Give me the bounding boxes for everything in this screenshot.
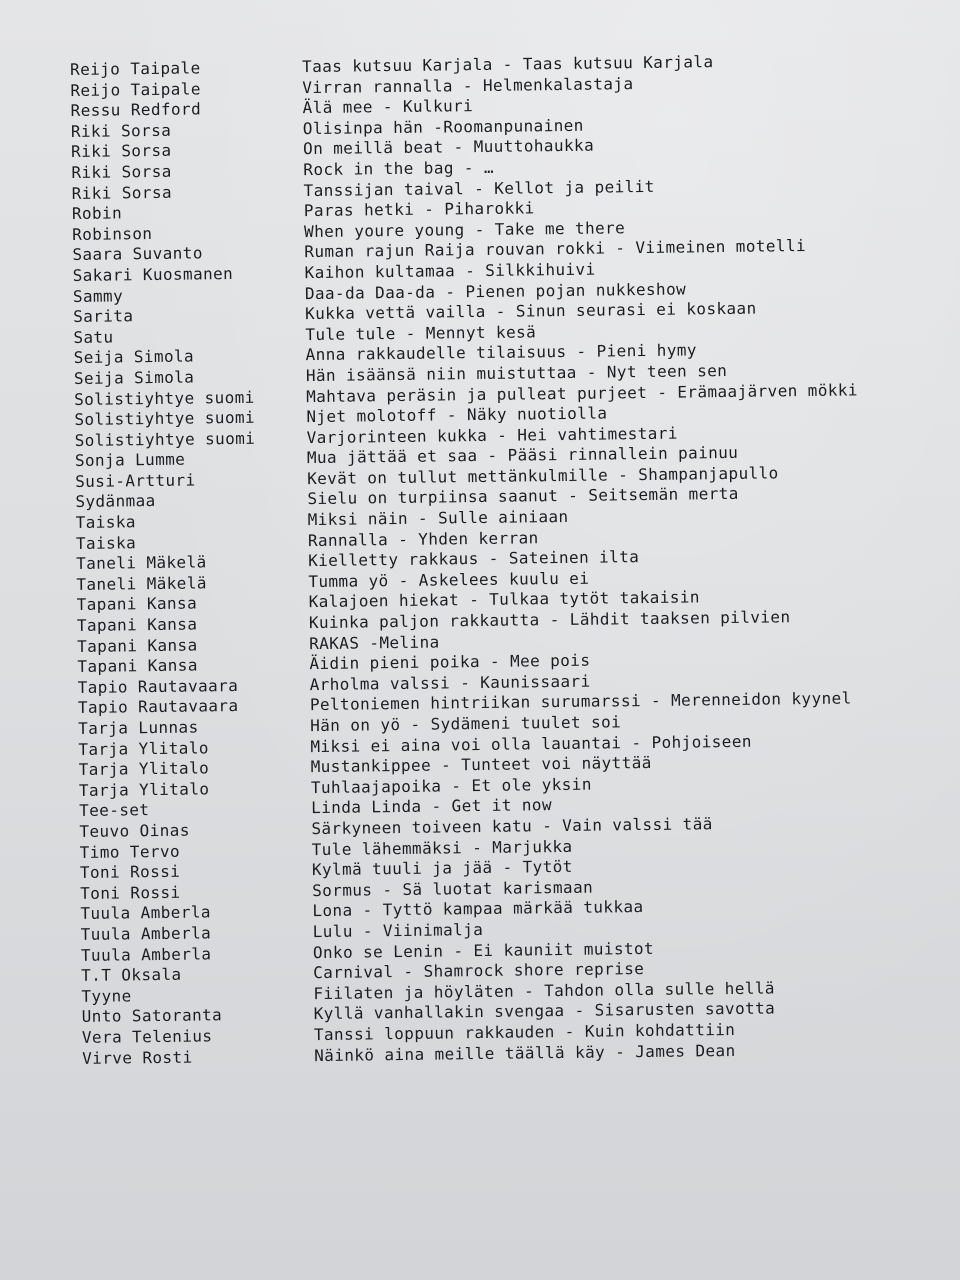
artist-name: Tuula Amberla — [80, 902, 211, 924]
artist-name: Saara Suvanto — [72, 243, 203, 265]
artist-name: Tarja Lunnas — [78, 717, 199, 738]
song-titles: Varjorinteen kukka - Hei vahtimestari — [306, 423, 678, 447]
song-titles: Onko se Lenin - Ei kauniit muistot — [312, 938, 655, 962]
song-titles: Äidin pieni poika - Mee pois — [309, 650, 591, 674]
artist-name: Tarja Ylitalo — [78, 758, 210, 780]
artist-name: Reijo Taipale — [70, 58, 201, 79]
song-titles: Tanssijan taival - Kellot ja peilit — [303, 176, 655, 200]
artist-name: Sydänmaa — [75, 491, 156, 512]
song-titles: Sormus - Sä luotat karismaan — [312, 877, 594, 900]
artist-name: Solistiyhtye suomi — [74, 387, 255, 409]
song-titles: Paras hetki - Piharokki — [303, 198, 535, 221]
song-titles: Lona - Tyttö kampaa märkää tukkaa — [312, 897, 644, 921]
artist-name: Taiska — [75, 512, 136, 533]
song-titles: Kylmä tuuli ja jää - Tytöt — [311, 857, 573, 880]
song-titles: Rannalla - Yhden kerran — [307, 527, 539, 550]
song-titles: Njet molotoff - Näky nuotiolla — [306, 403, 608, 427]
song-titles: Kevät on tullut mettänkulmille - Shampanjapullo — [307, 463, 779, 489]
song-titles: Virran rannalla - Helmenkalastaja — [302, 73, 634, 97]
artist-name: Virve Rosti — [82, 1047, 193, 1068]
artist-name: Reijo Taipale — [70, 78, 201, 100]
song-titles: Kaihon kultamaa - Silkkihuivi — [304, 259, 596, 283]
artist-name: Taiska — [75, 532, 137, 553]
song-titles: Kielletty rakkaus - Sateinen ilta — [308, 547, 640, 571]
song-titles: Rock in the bag - … — [303, 157, 495, 180]
song-titles: Carnival - Shamrock shore reprise — [313, 959, 645, 983]
song-titles: Hän isäänsä niin muistuttaa - Nyt teen sen — [305, 360, 728, 386]
song-titles: Tule lähemmäksi - Marjukka — [311, 836, 573, 859]
artist-name: Riki Sorsa — [71, 141, 172, 162]
artist-name: Tapio Rautavaara — [77, 696, 239, 718]
song-titles: RAKAS -Melina — [309, 632, 440, 653]
song-titles: Linda Linda - Get it now — [311, 795, 553, 818]
artist-name: Riki Sorsa — [71, 161, 172, 182]
artist-name: Taneli Mäkelä — [76, 573, 207, 594]
artist-name: Sakari Kuosmanen — [72, 263, 234, 285]
song-titles: Näinkö aina meille täällä käy - James Dean — [314, 1040, 736, 1065]
song-titles: Anna rakkaudelle tilaisuus - Pieni hymy — [305, 340, 697, 365]
song-titles: When youre young - Take me there — [303, 217, 626, 241]
record-list — [70, 50, 932, 1069]
song-titles: Särkyneen toiveen katu - Vain valssi tää — [311, 814, 713, 839]
artist-name: Teuvo Oinas — [79, 820, 190, 841]
song-titles: Sielu on turpiinsa saanut - Seitsemän merta — [307, 484, 739, 509]
artist-name: Riki Sorsa — [70, 120, 172, 141]
artist-name: Tee-set — [79, 800, 150, 821]
artist-name: Riki Sorsa — [71, 182, 173, 203]
song-titles: Olisinpa hän -Roomanpunainen — [302, 115, 584, 138]
song-titles: Fiilaten ja höyläten - Tahdon olla sulle hellä — [313, 978, 776, 1003]
song-titles: Miksi ei aina voi olla lauantai - Pohjoiseen — [310, 731, 752, 756]
artist-name: Solistiyhtye suomi — [74, 428, 256, 450]
song-titles: Miksi näin - Sulle ainiaan — [307, 507, 569, 530]
artist-name: Tapani Kansa — [76, 614, 198, 635]
song-titles: Taas kutsuu Karjala - Taas kutsuu Karjala — [301, 52, 714, 77]
song-titles: Daa-da Daa-da - Pienen pojan nukkeshow — [304, 279, 687, 303]
song-titles: Tanssi loppuun rakkauden - Kuin kohdattiin — [313, 1019, 736, 1044]
song-titles: Mua jättää et saa - Pääsi rinnallein painuu — [306, 443, 739, 468]
song-titles: Älä mee - Kulkuri — [302, 96, 474, 118]
song-titles: Tule tule - Mennyt kesä — [305, 322, 537, 344]
artist-name: Satu — [73, 327, 114, 347]
artist-name: Robin — [71, 203, 123, 224]
artist-name: Tarja Ylitalo — [78, 779, 210, 800]
song-titles: Tumma yö - Askelees kuulu ei — [308, 568, 590, 591]
artist-name: Toni Rossi — [79, 861, 181, 883]
artist-name: Tuula Amberla — [80, 923, 212, 944]
song-titles: Kukka vettä vailla - Sinun seurasi ei koskaan — [305, 298, 757, 324]
artist-name: Tarja Ylitalo — [78, 737, 209, 759]
song-titles: Kyllä vanhallakin svengaa - Sisarusten savotta — [313, 998, 776, 1024]
song-titles: Arholma valssi - Kaunissaari — [309, 671, 591, 694]
artist-name: T.T Oksala — [81, 964, 182, 986]
artist-name: Seija Simola — [73, 367, 195, 388]
song-titles: Hän on yö - Sydämeni tuulet soi — [310, 712, 622, 736]
artist-name: Vera Telenius — [81, 1026, 213, 1047]
artist-name: Tapani Kansa — [76, 593, 198, 615]
artist-name: Unto Satoranta — [81, 1005, 223, 1027]
artist-name: Ressu Redford — [70, 99, 202, 121]
artist-name: Tuula Amberla — [80, 943, 212, 965]
song-titles: Lulu - Viinimalja — [312, 919, 484, 942]
artist-name: Robinson — [72, 223, 153, 244]
artist-name: Tyyne — [81, 986, 132, 1006]
artist-name: Taneli Mäkelä — [76, 552, 207, 574]
artist-name: Timo Tervo — [79, 841, 181, 862]
artist-name: Toni Rossi — [80, 882, 181, 903]
artist-name: Sammy — [72, 285, 124, 306]
artist-name: Tapani Kansa — [77, 635, 198, 656]
song-titles: Kalajoen hiekat - Tulkaa tytöt takaisin — [308, 587, 701, 612]
song-titles: Mahtava peräsin ja pulleat purjeet - Erämaajärven mökki — [306, 379, 859, 406]
artist-name: Sonja Lumme — [74, 449, 186, 471]
song-titles: Tuhlaajapoika - Et ole yksin — [310, 774, 592, 797]
song-titles: Kuinka paljon rakkautta - Lähdit taaksen pilvien — [308, 607, 791, 633]
song-titles: Peltoniemen hintriikan surumarssi - Merenneidon kyynel — [309, 688, 852, 715]
artist-name: Tapani Kansa — [77, 655, 198, 677]
artist-name: Susi-Artturi — [75, 470, 196, 491]
song-titles: On meillä beat - Muuttohaukka — [302, 135, 595, 159]
artist-name: Sarita — [73, 306, 134, 327]
artist-name: Seija Simola — [73, 346, 195, 368]
artist-name: Tapio Rautavaara — [77, 675, 239, 697]
song-titles: Ruman rajun Raija rouvan rokki - Viimeinen motelli — [304, 236, 807, 262]
song-titles: Mustankippee - Tunteet voi näyttää — [310, 753, 652, 777]
artist-name: Solistiyhtye suomi — [74, 407, 256, 430]
